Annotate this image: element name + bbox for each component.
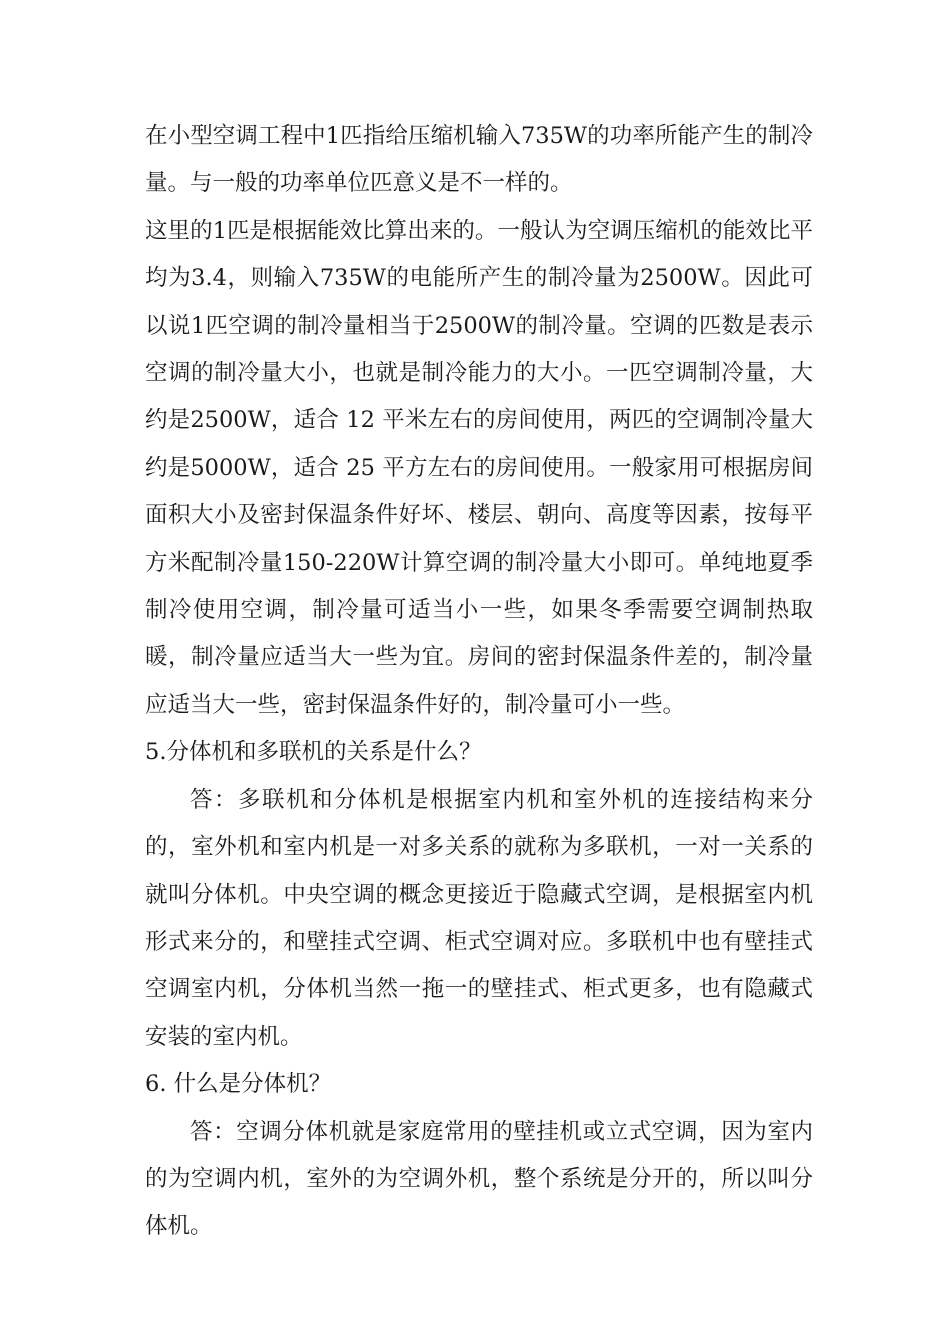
paragraph-pi-explanation: 这里的1匹是根据能效比算出来的。一般认为空调压缩机的能效比平均为3.4，则输入735W的电能所产生的制冷量为2500W。因此可以说1匹空调的制冷量相当于2500W的制冷量。空调的匹数是表示空调的制冷量大小，也就是制冷能力的大小。一匹空调制冷量，大约是2500W，适合 12 平米左右的房间使用，两匹的空调制冷量大约是5000W，适合 25 平方左右的房间使用。一般家用可根据房间面积大小及密封保温条件好坏、楼层、朝向、高度等因素，按每平方米配制冷量150-220W计算空调的制冷量大小即可。单纯地夏季制冷使用空调，制冷量可适当小一些，如果冬季需要空调制热取暖，制冷量应适当大一些为宜。房间的密封保温条件差的，制冷量应适当大一些，密封保温条件好的，制冷量可小一些。 [145,217,813,718]
question-5-heading: 5.分体机和多联机的关系是什么？ [145,739,482,766]
document-body [145,113,813,1251]
answer-5-paragraph: 答：多联机和分体机是根据室内机和室外机的连接结构来分的，室外机和室内机是一对多关系的就称为多联机，一对一关系的就叫分体机。中央空调的概念更接近于隐藏式空调，是根据室内机形式来分的，和壁挂式空调、柜式空调对应。多联机中也有壁挂式空调室内机，分体机当然一拖一的壁挂式、柜式更多，也有隐藏式安装的室内机。 [145,786,813,1050]
paragraph-pi-definition: 在小型空调工程中1匹指给压缩机输入735W的功率所能产生的制冷量。与一般的功率单位匹意义是不一样的。 [145,123,813,197]
answer-6-paragraph: 答：空调分体机就是家庭常用的壁挂机或立式空调，因为室内的为空调内机，室外的为空调外机，整个系统是分开的，所以叫分体机。 [145,1118,813,1240]
question-6-heading: 6. 什么是分体机？ [145,1071,332,1098]
